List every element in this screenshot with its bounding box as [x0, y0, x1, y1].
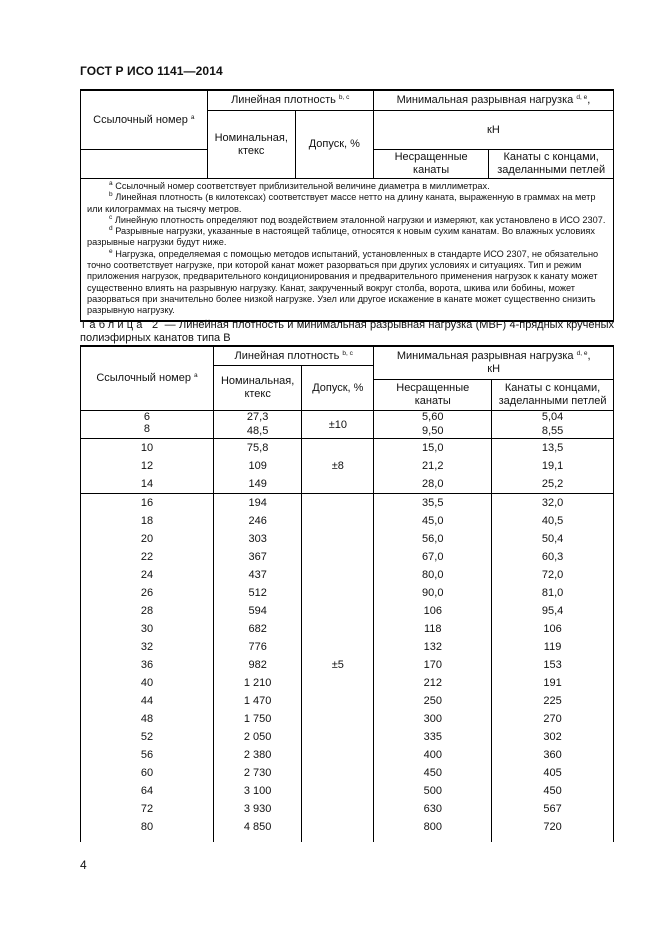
table-row: 14 149 28,0 25,2 [81, 475, 614, 494]
table-row: 40 1 210 212 191 [81, 674, 614, 692]
header-unspliced: Несращенные канаты [374, 380, 492, 411]
header-breaking-force: Минимальная разрывная нагрузка $^{d, e}$, кН [374, 346, 614, 380]
document-header: ГОСТ Р ИСО 1141—2014 [80, 64, 223, 78]
table-1-footnotes [81, 179, 614, 321]
table-1-continuation [80, 89, 614, 322]
table-row: 24 437 80,0 72,0 [81, 566, 614, 584]
table-row: 56 2 380 400 360 [81, 746, 614, 764]
header-spliced: Канаты с концами, заделанными петлей [492, 380, 614, 411]
table-row: 80 4 850 800 720 [81, 818, 614, 836]
footnote-d: $^d$ Разрывные нагрузки, указанные в настоящей таблице, относятся к новым сухим канатам. Во влажных условиях разрывные нагрузки будут ниже. [87, 225, 595, 248]
tolerance-group-1: ±10 [302, 411, 374, 439]
header-unspliced: Несращенные канаты [373, 150, 489, 179]
table-row: 6 27,3 ±10 5,60 5,04 [81, 411, 614, 424]
table-row: 30 682 118 106 [81, 620, 614, 638]
header-linear-density: Линейная плотность $^{b, c}$ [213, 346, 373, 366]
table-row: 16 194 ±5 35,5 32,0 [81, 494, 614, 513]
table-row-spacer [81, 836, 614, 842]
table-row: 36 982 170 153 [81, 656, 614, 674]
header-spliced: Канаты с концами, заделанными петлей [489, 150, 614, 179]
header-nominal: Номинальная, ктекс [213, 366, 301, 411]
table-row: 64 3 100 500 450 [81, 782, 614, 800]
table-row: 44 1 470 250 225 [81, 692, 614, 710]
header-ref-number: Ссылочный номер $^a$ [81, 346, 214, 411]
tolerance-group-3: ±5 [302, 494, 374, 837]
table-row: 26 512 90,0 81,0 [81, 584, 614, 602]
table-row: 10 75,8 ±8 15,0 13,5 [81, 439, 614, 458]
page-number: 4 [80, 858, 87, 872]
footnote-c: $^c$ Линейную плотность определяют под воздействием эталонной нагрузки и измеряют, как установлено в ИСО 2307. [109, 213, 606, 225]
footnote-e: $^e$ Нагрузка, определяемая с помощью методов испытаний, установленных в стандарте ИСО 2307, не обязательно точно соответствует нагрузке, при которой канат может разорваться при других условиях и ситуациях. Тип и режим приложения нагрузок, предварительного кондиционирования и предварительного применения нагрузок к канату может существенно влиять на разрывную нагрузку. Канат, закрученный вокруг столба, ворота, шкива или бобины, может разорваться при значительно более низкой нагрузке. Узел или другое искажение в канате может существенно снизить разрывную нагрузку. [87, 247, 599, 316]
footnote-a: $^a$ Ссылочный номер соответствует приблизительной величине диаметра в миллиметрах. [109, 180, 490, 191]
header-unit: кН [373, 111, 613, 150]
table-row: 52 2 050 335 302 [81, 728, 614, 746]
table-row: 8 48,5 9,50 8,55 [81, 423, 614, 439]
header-tolerance: Допуск, % [302, 366, 374, 411]
table-row: 60 2 730 450 405 [81, 764, 614, 782]
header-nominal: Номинальная, ктекс [207, 111, 295, 179]
table-row: 48 1 750 300 270 [81, 710, 614, 728]
table-row: 22 367 67,0 60,3 [81, 548, 614, 566]
table-row: 32 776 132 119 [81, 638, 614, 656]
header-ref-number: Ссылочный номер $^a$ [81, 90, 208, 150]
table-2 [80, 345, 614, 842]
header-breaking-force: Минимальная разрывная нагрузка $^{d, e}$, [373, 90, 613, 111]
footnote-b: $^b$ Линейная плотность (в килотексах) соответствует массе нетто на длину каната, выраженную в граммах на метр или килограммах на тысячу метров. [87, 191, 596, 214]
table-row: 18 246 45,0 40,5 [81, 512, 614, 530]
table-row: 12 109 21,2 19,1 [81, 457, 614, 475]
table-row: 20 303 56,0 50,4 [81, 530, 614, 548]
tolerance-group-2: ±8 [302, 439, 374, 494]
header-tolerance: Допуск, % [295, 111, 373, 179]
header-linear-density: Линейная плотность $^{b, c}$ [207, 90, 373, 111]
table-row: 28 594 106 95,4 [81, 602, 614, 620]
table-2-caption: Таблица 2 — Линейная плотность и минимальная разрывная нагрузка (MBF) 4-прядных крученых полиэфирных канатов типа В [80, 319, 615, 344]
table-row: 72 3 930 630 567 [81, 800, 614, 818]
